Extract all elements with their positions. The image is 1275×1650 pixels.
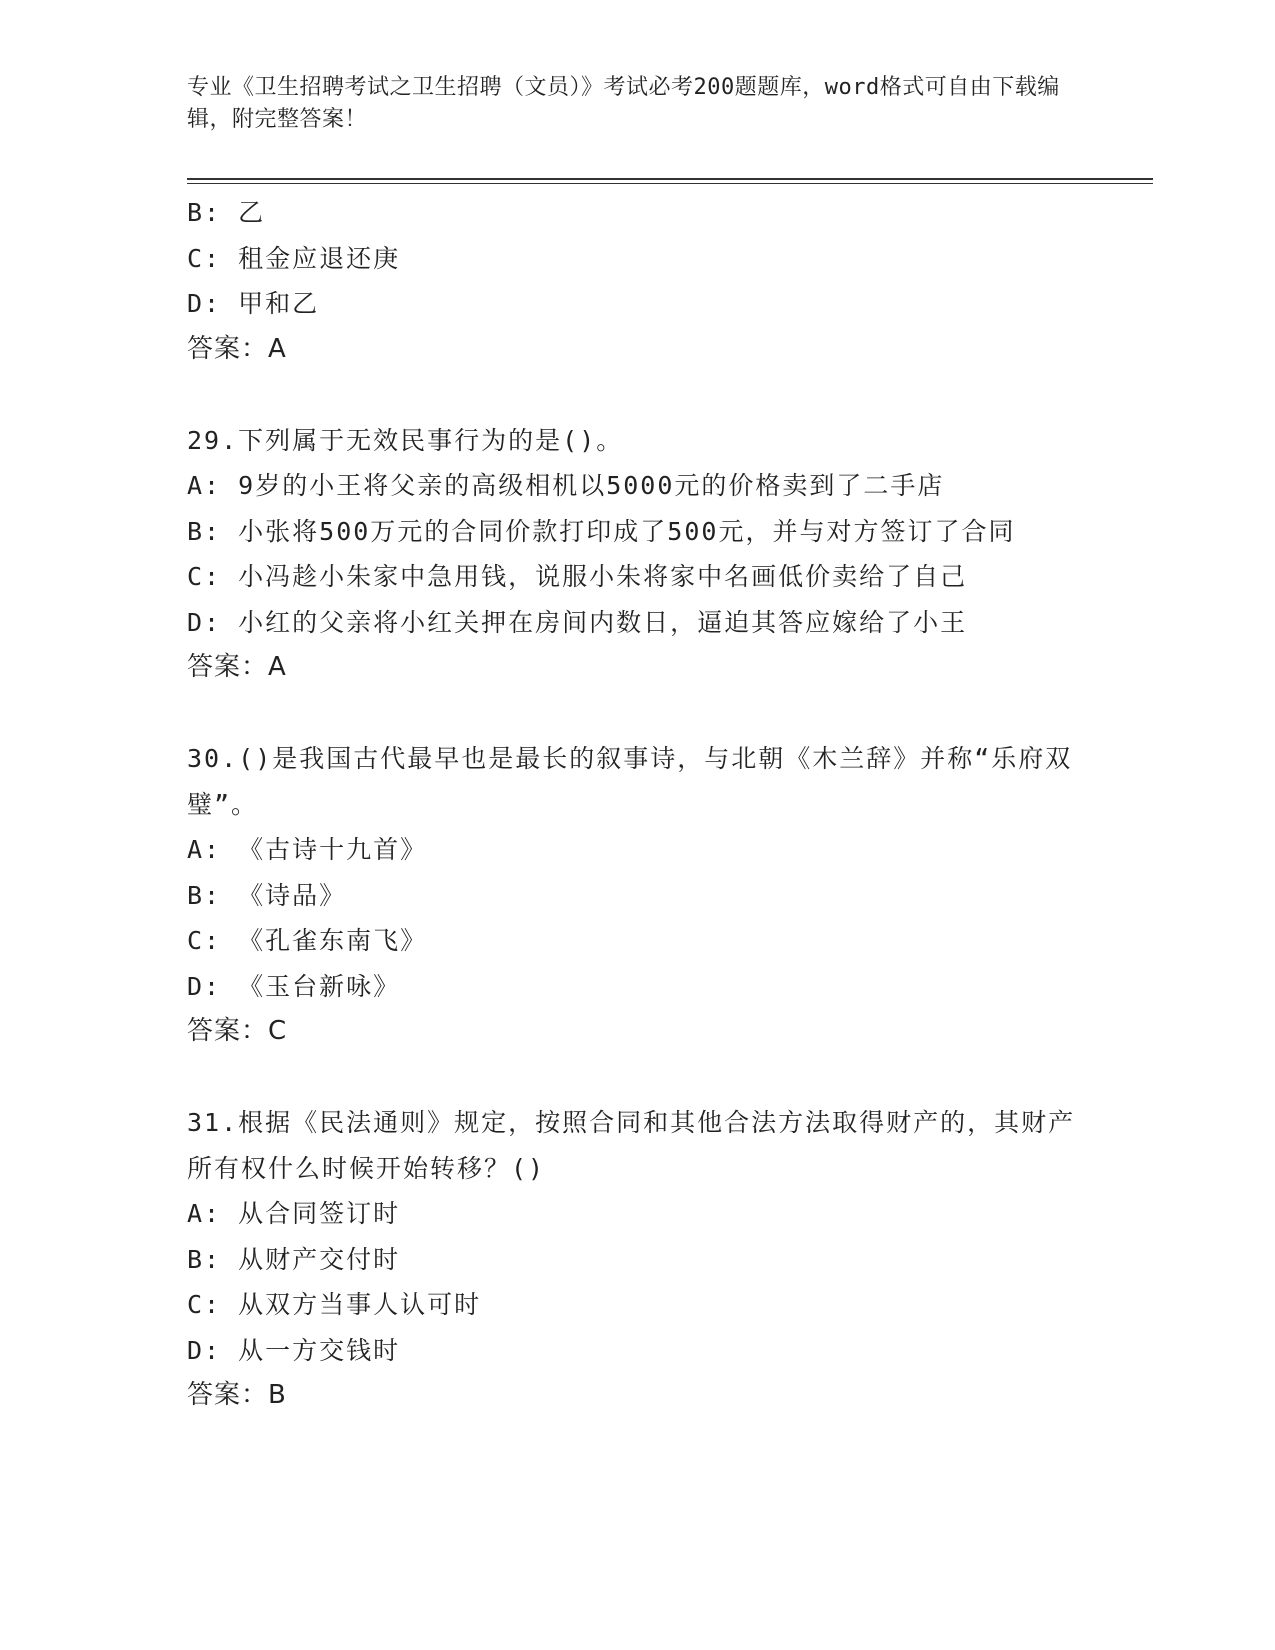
answer-line: 答案：C: [187, 1016, 288, 1046]
header-divider-thick: [187, 178, 1153, 180]
spacer: [187, 1055, 1137, 1101]
option-d: D: 小红的父亲将小红关押在房间内数日，逼迫其答应嫁给了小王: [187, 607, 968, 637]
option-a: A: 《古诗十九首》: [187, 835, 428, 864]
option-d: D: 从一方交钱时: [187, 1335, 401, 1365]
option-b: B: 小张将500万元的合同价款打印成了500元，并与对方签订了合同: [187, 516, 1016, 546]
header-divider-thin: [187, 183, 1153, 184]
question-30: [187, 736, 1137, 1055]
question-31: [187, 1100, 1137, 1419]
question-stem: 29.下列属于无效民事行为的是()。: [187, 425, 624, 455]
option-b: B: 乙: [187, 198, 266, 227]
question-list: [187, 190, 1137, 1419]
option-d: D: 《玉台新咏》: [187, 971, 401, 1001]
spacer: [187, 372, 1137, 418]
option-d: D: 甲和乙: [187, 289, 320, 318]
option-b: B: 从财产交付时: [187, 1244, 401, 1274]
answer-line: 答案：A: [187, 652, 287, 682]
answer-line: 答案：B: [187, 1380, 287, 1410]
option-a: A: 9岁的小王将父亲的高级相机以5000元的价格卖到了二手店: [187, 471, 945, 500]
question-stem: 31.根据《民法通则》规定，按照合同和其他合法方法取得财产的，其财产所有权什么时候开始转移？(): [187, 1108, 1076, 1183]
spacer: [187, 691, 1137, 737]
option-b: B: 《诗品》: [187, 880, 347, 910]
document-header: 专业《卫生招聘考试之卫生招聘（文员）》考试必考200题题库，word格式可自由下载编辑，附完整答案！: [187, 75, 1060, 132]
option-c: C: 从双方当事人认可时: [187, 1290, 482, 1319]
option-c: C: 小冯趁小朱家中急用钱，说服小朱将家中名画低价卖给了自己: [187, 562, 968, 591]
question-stem: 30.()是我国古代最早也是最长的叙事诗，与北朝《木兰辞》并称“乐府双璧”。: [187, 744, 1073, 819]
option-c: C: 《孔雀东南飞》: [187, 926, 428, 955]
answer-line: 答案：A: [187, 333, 287, 364]
question-28-continued: [187, 190, 1137, 372]
question-29: [187, 418, 1137, 691]
option-c: C: 租金应退还庚: [187, 243, 401, 273]
option-a: A: 从合同签订时: [187, 1199, 401, 1228]
